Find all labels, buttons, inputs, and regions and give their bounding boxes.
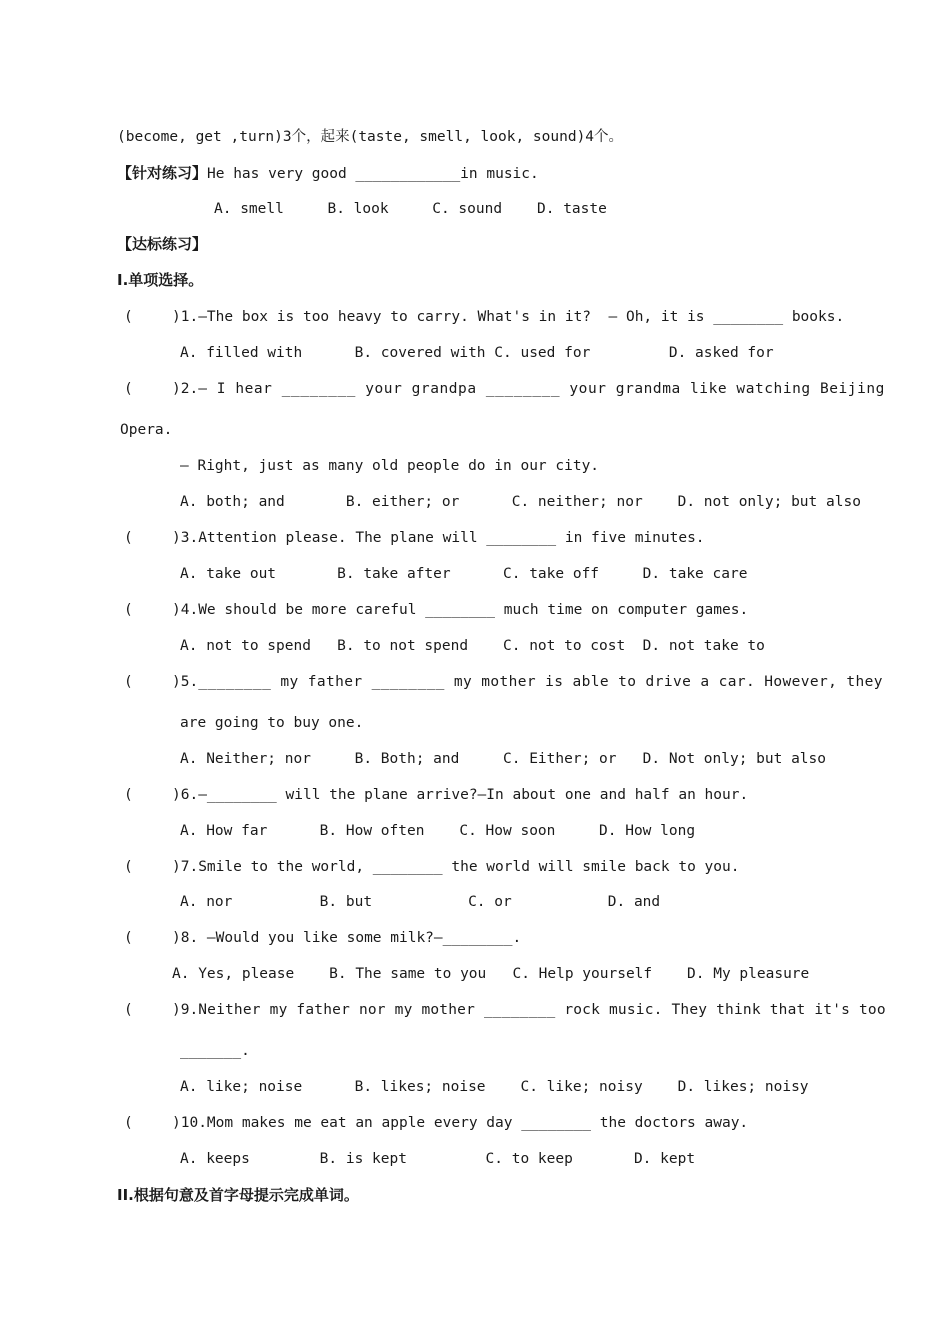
question-5-options: A. Neither; nor B. Both; and C. Either; or D. Not only; but also bbox=[180, 751, 827, 767]
question-number: )3. bbox=[172, 530, 199, 546]
question-2-reply: — Right, just as many old people do in our city. bbox=[180, 458, 600, 474]
question-2-options: A. both; and B. either; or C. neither; nor D. not only; but also bbox=[180, 494, 861, 510]
question-8-options: A. Yes, please B. The same to you C. Help yourself D. My pleasure bbox=[172, 966, 810, 982]
question-1 bbox=[124, 308, 844, 326]
question-5-continuation: are going to buy one. bbox=[180, 715, 364, 731]
question-7 bbox=[124, 858, 739, 876]
question-8 bbox=[124, 929, 521, 947]
part2-heading: II.根据句意及首字母提示完成单词。 bbox=[117, 1186, 359, 1204]
question-text: —Would you like some milk?—________. bbox=[198, 930, 522, 946]
answer-paren-open: ( bbox=[124, 859, 133, 875]
question-3 bbox=[124, 529, 705, 547]
question-text: Mom makes me eat an apple every day ________ the doctors away. bbox=[206, 1115, 749, 1131]
question-number: )9. bbox=[172, 1002, 199, 1018]
answer-paren-open: ( bbox=[124, 674, 133, 690]
answer-paren-open: ( bbox=[124, 602, 133, 618]
question-text: —________ will the plane arrive?—In about one and half an hour. bbox=[198, 787, 749, 803]
question-text: We should be more careful ________ much time on computer games. bbox=[198, 602, 749, 618]
question-number: )6. bbox=[172, 787, 199, 803]
question-6 bbox=[124, 786, 748, 804]
question-9 bbox=[124, 1001, 886, 1019]
question-2 bbox=[124, 380, 885, 398]
question-10-options: A. keeps B. is kept C. to keep D. kept bbox=[180, 1151, 696, 1167]
question-9-options: A. like; noise B. likes; noise C. like; noisy D. likes; noisy bbox=[180, 1079, 809, 1095]
intro-line: (become, get ,turn)3个，起来(taste, smell, look, sound)4个。 bbox=[117, 129, 624, 145]
question-text: Attention please. The plane will ________ in five minutes. bbox=[198, 530, 705, 546]
practice-question: He has very good ____________in music. bbox=[207, 166, 539, 182]
answer-paren-open: ( bbox=[124, 530, 133, 546]
question-text: Smile to the world, ________ the world will smile back to you. bbox=[198, 859, 740, 875]
question-9-continuation: _______. bbox=[180, 1043, 250, 1059]
answer-paren-open: ( bbox=[124, 930, 133, 946]
answer-paren-open: ( bbox=[124, 309, 133, 325]
section-heading: 【达标练习】 bbox=[117, 235, 208, 253]
question-number: )8. bbox=[172, 930, 199, 946]
question-number: )1. bbox=[172, 309, 199, 325]
practice-heading: 【针对练习】 bbox=[117, 164, 208, 182]
question-5 bbox=[124, 673, 883, 691]
question-number: )10. bbox=[172, 1115, 207, 1131]
question-text: —The box is too heavy to carry. What's in it? — Oh, it is ________ books. bbox=[198, 309, 845, 325]
question-number: )7. bbox=[172, 859, 199, 875]
question-3-options: A. take out B. take after C. take off D. take care bbox=[180, 566, 748, 582]
question-10 bbox=[124, 1114, 748, 1132]
question-number: )4. bbox=[172, 602, 199, 618]
question-number: )5. bbox=[172, 674, 199, 690]
question-4-options: A. not to spend B. to not spend C. not to cost D. not take to bbox=[180, 638, 765, 654]
practice-line bbox=[117, 164, 539, 183]
question-7-options: A. nor B. but C. or D. and bbox=[180, 894, 661, 910]
practice-options: A. smell B. look C. sound D. taste bbox=[214, 201, 607, 217]
question-number: )2. bbox=[172, 381, 199, 397]
question-text: Neither my father nor my mother ________ rock music. They think that it's too bbox=[198, 1002, 886, 1018]
question-6-options: A. How far B. How often C. How soon D. How long bbox=[180, 823, 696, 839]
question-1-options: A. filled with B. covered with C. used for D. asked for bbox=[180, 345, 774, 361]
answer-paren-open: ( bbox=[124, 1115, 133, 1131]
question-4 bbox=[124, 601, 748, 619]
question-text: ________ my father ________ my mother is able to drive a car. However, they bbox=[198, 674, 883, 690]
part1-heading: Ⅰ.单项选择。 bbox=[117, 271, 204, 289]
answer-paren-open: ( bbox=[124, 1002, 133, 1018]
answer-paren-open: ( bbox=[124, 381, 133, 397]
question-2-continuation: Opera. bbox=[120, 422, 173, 438]
answer-paren-open: ( bbox=[124, 787, 133, 803]
question-text: — I hear ________ your grandpa ________ your grandma like watching Beijing bbox=[198, 381, 885, 397]
